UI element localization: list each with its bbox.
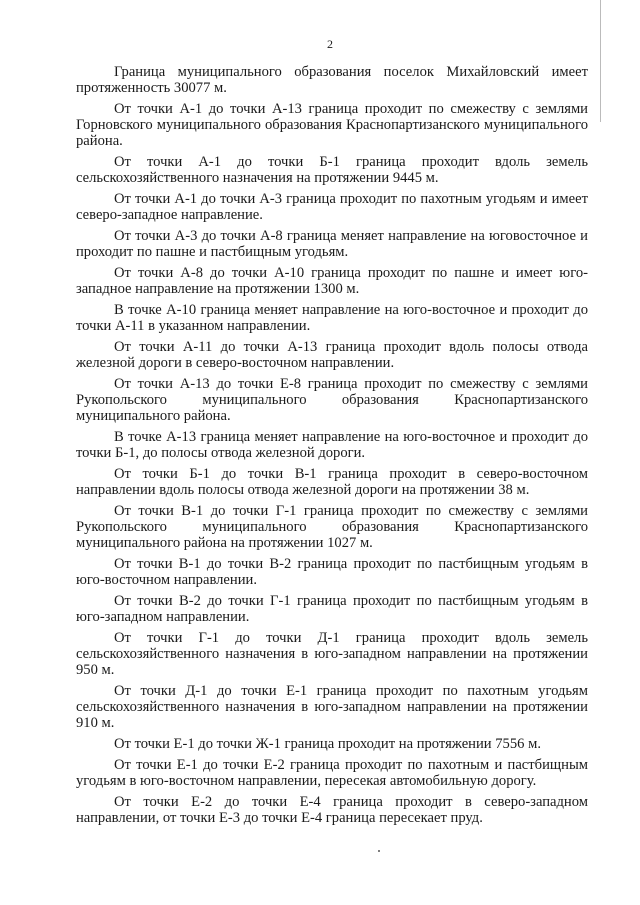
paragraph: От точки Е-2 до точки Е-4 граница проходит в северо-западном направлении, от точки Е-3 до точки Е-4 граница пересекает пруд. bbox=[76, 794, 588, 826]
paragraph: От точки А-1 до точки А-13 граница проходит по смежеству с землями Горновского муниципального образования Краснопартизанского муниципального района. bbox=[76, 101, 588, 149]
paragraph: В точке А-10 граница меняет направление на юго-восточное и проходит до точки А-11 в указанном направлении. bbox=[76, 302, 588, 334]
paragraph: От точки Д-1 до точки Е-1 граница проходит по пахотным угодьям сельскохозяйственного назначения в юго-западном направлении на протяжении 910 м. bbox=[76, 683, 588, 731]
paragraph: От точки В-1 до точки В-2 граница проходит по пастбищным угодьям в юго-восточном направлении. bbox=[76, 556, 588, 588]
paragraph: От точки А-13 до точки Е-8 граница проходит по смежеству с землями Рукопольского муниципального образования Краснопартизанского муниципального района. bbox=[76, 376, 588, 424]
paragraph: От точки В-1 до точки Г-1 граница проходит по смежеству с землями Рукопольского муниципального образования Краснопартизанского муниципального района на протяжении 1027 м. bbox=[76, 503, 588, 551]
paragraph: От точки А-1 до точки А-3 граница проходит по пахотным угодьям и имеет северо-западное направление. bbox=[76, 191, 588, 223]
scan-edge-line bbox=[600, 0, 601, 122]
scan-speck bbox=[378, 850, 380, 852]
paragraph: От точки Е-1 до точки Е-2 граница проходит по пахотным и пастбищным угодьям в юго-восточном направлении, пересекая автомобильную дорогу. bbox=[76, 757, 588, 789]
paragraph: От точки А-3 до точки А-8 граница меняет направление на юговосточное и проходит по пашне и пастбищным угодьям. bbox=[76, 228, 588, 260]
paragraph: От точки В-2 до точки Г-1 граница проходит по пастбищным угодьям в юго-западном направлении. bbox=[76, 593, 588, 625]
document-body bbox=[76, 64, 588, 831]
page-number: 2 bbox=[327, 37, 333, 51]
paragraph: От точки А-8 до точки А-10 граница проходит по пашне и имеет юго-западное направление на протяжении 1300 м. bbox=[76, 265, 588, 297]
paragraph: Граница муниципального образования поселок Михайловский имеет протяженность 30077 м. bbox=[76, 64, 588, 96]
paragraph: От точки Г-1 до точки Д-1 граница проходит вдоль земель сельскохозяйственного назначения в юго-западном направлении на протяжении 950 м. bbox=[76, 630, 588, 678]
paragraph: В точке А-13 граница меняет направление на юго-восточное и проходит до точки Б-1, до полосы отвода железной дороги. bbox=[76, 429, 588, 461]
paragraph: От точки Б-1 до точки В-1 граница проходит в северо-восточном направлении вдоль полосы отвода железной дороги на протяжении 38 м. bbox=[76, 466, 588, 498]
paragraph: От точки А-1 до точки Б-1 граница проходит вдоль земель сельскохозяйственного назначения на протяжении 9445 м. bbox=[76, 154, 588, 186]
paragraph: От точки Е-1 до точки Ж-1 граница проходит на протяжении 7556 м. bbox=[114, 736, 541, 752]
paragraph: От точки А-11 до точки А-13 граница проходит вдоль полосы отвода железной дороги в северо-восточном направлении. bbox=[76, 339, 588, 371]
